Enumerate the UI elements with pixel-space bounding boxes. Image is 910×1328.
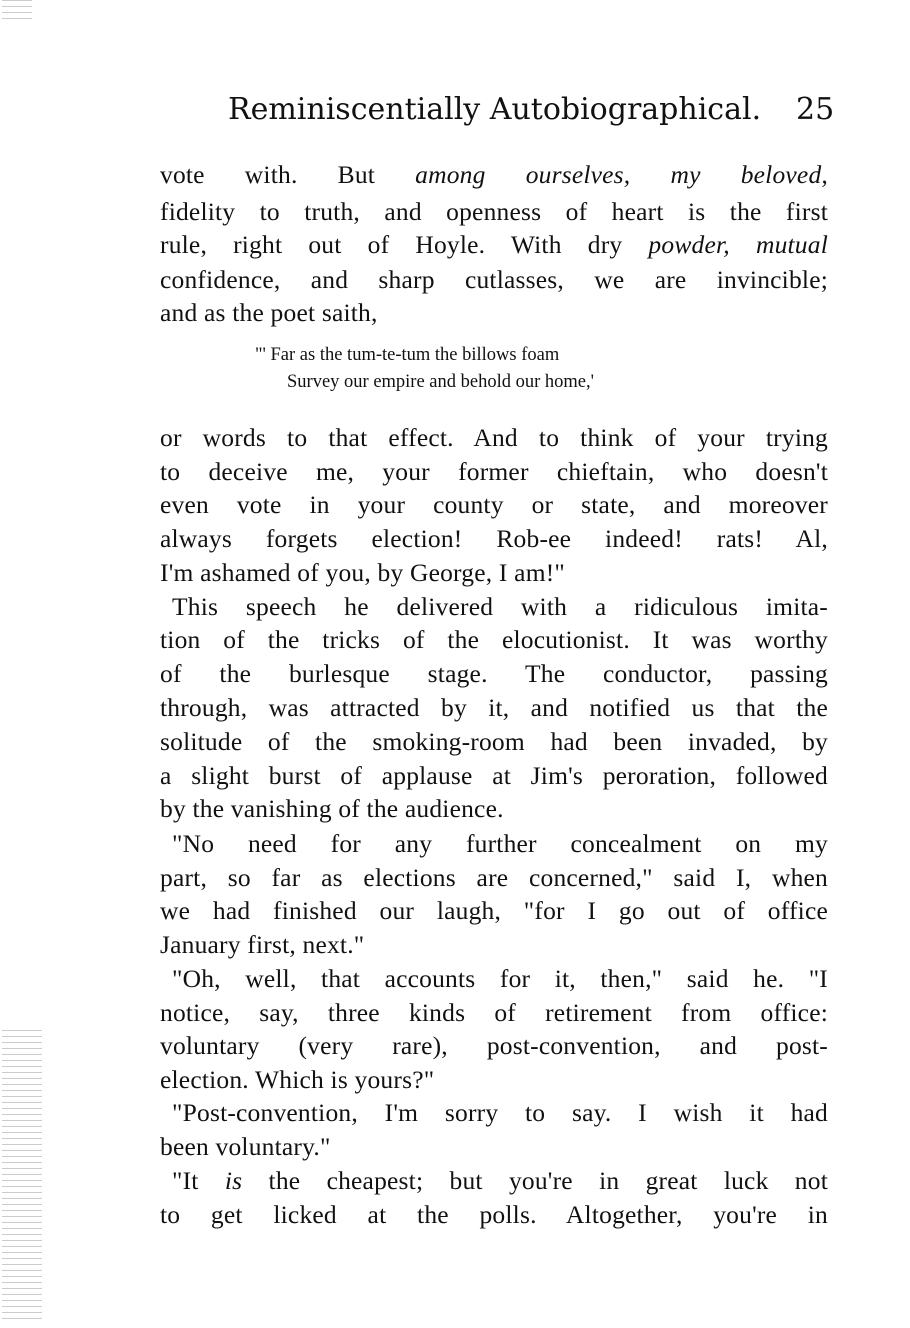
text-line	[160, 158, 828, 192]
italic-segment: is	[224, 1166, 243, 1195]
text-line: confidence, and sharp cutlasses, we are invincible;	[160, 265, 828, 294]
text-line: to deceive me, your former chieftain, who doesn't	[160, 457, 828, 486]
text-line: voluntary (very rare), post-convention, and post-	[160, 1031, 828, 1060]
text-segment: the cheapest; but you're in great luck not	[242, 1166, 828, 1195]
text-line: "Oh, well, that accounts for it, then," said he. "I	[172, 964, 828, 993]
text-line: notice, say, three kinds of retirement from office:	[160, 998, 828, 1027]
text-line: tion of the tricks of the elocutionist. It was worthy	[160, 625, 828, 654]
text-segment: "It	[172, 1166, 225, 1195]
text-line: election. Which is yours?"	[160, 1065, 435, 1094]
text-line: to get licked at the polls. Altogether, you're in	[160, 1200, 828, 1229]
text-line: and as the poet saith,	[160, 298, 378, 327]
text-line: solitude of the smoking-room had been invaded, by	[160, 727, 828, 756]
running-header: Reminiscentially Autobiographical.	[228, 92, 762, 127]
text-line: January first, next."	[160, 930, 365, 959]
text-line: of the burlesque stage. The conductor, passing	[160, 659, 828, 688]
text-line: always forgets election! Rob-ee indeed! rats! Al,	[160, 524, 828, 553]
verse-line: "' Far as the tum-te-tum the billows foam	[255, 345, 560, 365]
text-line	[172, 1164, 828, 1198]
text-line: This speech he delivered with a ridiculous imita-	[172, 592, 828, 621]
italic-segment: powder, mutual	[648, 230, 828, 259]
page-number: 25	[796, 92, 835, 127]
scan-speckle	[2, 1030, 42, 1320]
text-line: by the vanishing of the audience.	[160, 794, 504, 823]
text-line: I'm ashamed of you, by George, I am!"	[160, 558, 566, 587]
text-line: through, was attracted by it, and notified us that the	[160, 693, 828, 722]
text-line: "Post-convention, I'm sorry to say. I wish it had	[172, 1098, 828, 1127]
text-segment: vote with. But	[160, 160, 416, 189]
text-line: or words to that effect. And to think of your trying	[160, 423, 828, 452]
text-segment: rule, right out of Hoyle. With dry	[160, 230, 649, 259]
scan-speckle	[2, 0, 32, 20]
text-line: "No need for any further concealment on my	[172, 829, 828, 858]
text-line: been voluntary."	[160, 1132, 331, 1161]
text-line: we had finished our laugh, "for I go out of office	[160, 896, 828, 925]
text-line: even vote in your county or state, and moreover	[160, 490, 828, 519]
text-line: a slight burst of applause at Jim's peroration, followed	[160, 761, 828, 790]
text-line: part, so far as elections are concerned," said I, when	[160, 863, 828, 892]
italic-segment: among ourselves, my beloved,	[415, 160, 828, 189]
text-line	[160, 228, 828, 262]
text-line: fidelity to truth, and openness of heart is the first	[160, 197, 828, 226]
verse-line: Survey our empire and behold our home,'	[287, 372, 594, 392]
